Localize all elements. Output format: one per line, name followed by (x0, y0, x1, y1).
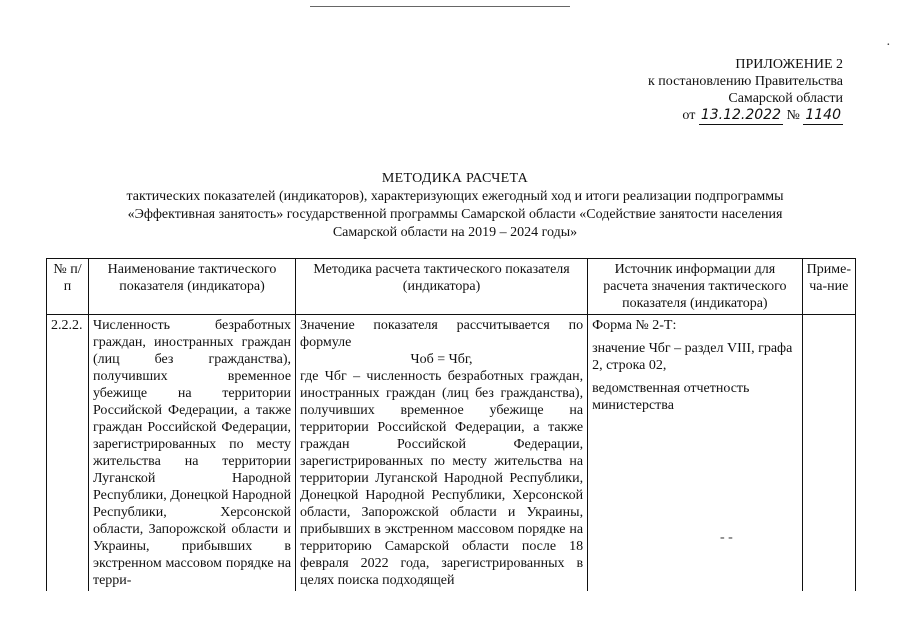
source-value: значение Чбг – раздел VIII, графа 2, строка 02, (592, 341, 793, 373)
appendix-region: Самарской области (728, 91, 843, 106)
from-prefix: от (682, 108, 696, 123)
method-formula: Чоб = Чбг, (410, 352, 473, 367)
method-body: где Чбг – численность безработных граждан, иностранных граждан (лиц без гражданства), получивших временное убежище на территории Российской Федерации, а также граждан Российской Федерации, зарегистрированных по месту жительства на территории Луганской Народной Республики, Донецкой Народной Республики, Херсонской области, Запорожской области и Украины, прибывших в экстренном массовом порядке на территорию Самарской области после 18 февраля 2022 года, зарегистрированных в целях поиска подходящей (300, 369, 584, 588)
table-row (47, 315, 856, 592)
number-prefix: № (786, 108, 800, 123)
scan-artifact-line (310, 6, 570, 7)
header-name: Наименование тактического показателя (индикатора) (88, 259, 295, 315)
row-note (802, 315, 855, 592)
appendix-header (543, 56, 843, 125)
title-sub-2: «Эффективная занятость» государственной программы Самарской области «Содействие занятости населения (127, 207, 783, 222)
title-main: МЕТОДИКА РАСЧЕТА (381, 171, 529, 186)
appendix-title: ПРИЛОЖЕНИЕ 2 (735, 57, 843, 72)
row-method (296, 315, 588, 592)
appendix-resolution: к постановлению Правительства (647, 74, 843, 89)
source-reporting: ведомственная отчетность министерства (592, 381, 750, 413)
row-indicator-name: Численность безработных граждан, иностранных граждан (лиц без гражданства), получивших временное убежище на территории Российской Федерации, а также граждан Российской Федерации, зарегистрированных по месту жительства на территории Луганской Народной Республики, Донецкой Народной Республики, Херсонской области, Запорожской области и Украины, прибывших в экстренном массовом порядке на терри- (88, 315, 295, 592)
title-sub-3: Самарской области на 2019 – 2024 годы» (332, 225, 578, 240)
row-source (588, 315, 803, 592)
handwritten-number: 1140 (805, 107, 841, 123)
row-num: 2.2.2. (47, 315, 89, 592)
scan-speck: - - (720, 530, 733, 545)
title-sub-1: тактических показателей (индикаторов), характеризующих ежегодный ход и итоги реализации подпрограммы (126, 189, 784, 204)
method-intro: Значение показателя рассчитывается по формуле (300, 318, 584, 350)
header-method: Методика расчета тактического показателя (индикатора) (296, 259, 588, 315)
appendix-date-line (543, 107, 843, 125)
handwritten-date: 13.12.2022 (700, 107, 781, 123)
methodology-table (46, 258, 856, 591)
table-header-row (47, 259, 856, 315)
document-title (60, 170, 850, 242)
source-form: Форма № 2-Т: (592, 318, 677, 333)
scan-speck: · (886, 38, 891, 53)
header-source: Источник информации для расчета значения тактического показателя (индикатора) (588, 259, 803, 315)
header-num: № п/п (47, 259, 89, 315)
header-note: Приме-ча-ние (802, 259, 855, 315)
